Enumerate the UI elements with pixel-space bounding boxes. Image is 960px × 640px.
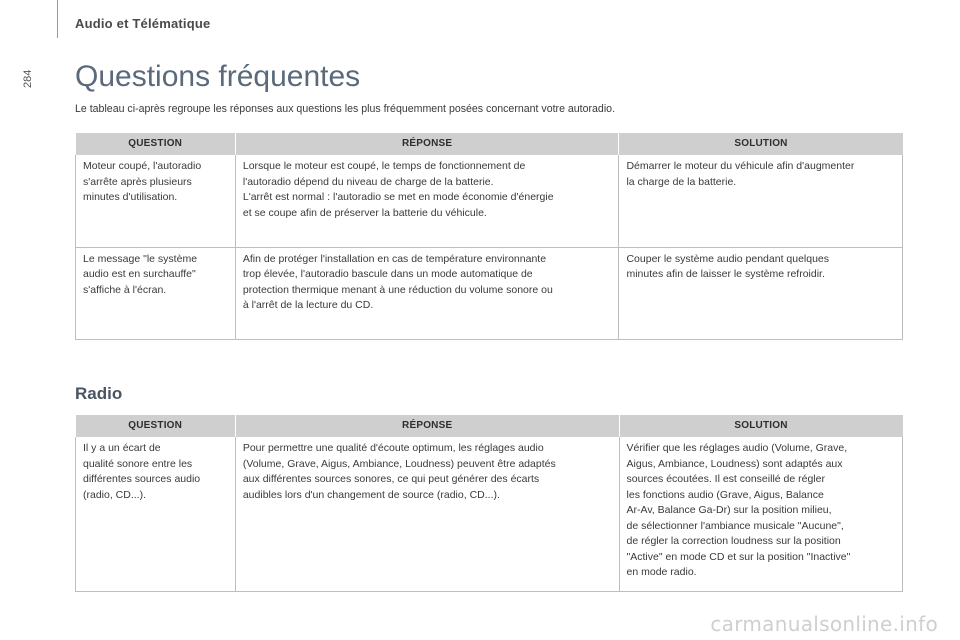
cell-line: Vérifier que les réglages audio (Volume, Grave, <box>626 442 848 454</box>
cell-line: Afin de protéger l'installation en cas de température environnante <box>242 252 547 265</box>
cell-question <box>76 437 236 591</box>
cell-solution <box>619 155 903 247</box>
cell-line: de sélectionner l'ambiance musicale "Aucune", <box>626 519 844 532</box>
table-header-row <box>76 415 903 437</box>
cell-line: en mode radio. <box>626 566 697 578</box>
cell-line: Moteur coupé, l'autoradio <box>83 160 202 172</box>
header-reponse: RÉPONSE <box>235 133 619 155</box>
cell-line: différentes sources audio <box>83 473 201 485</box>
cell-reponse <box>235 437 619 591</box>
header-question: QUESTION <box>76 415 236 437</box>
cell-question <box>76 155 236 247</box>
cell-line: Le message "le système <box>83 252 198 265</box>
table-row <box>76 247 903 339</box>
cell-line: audibles lors d'un changement de source (radio, CD...). <box>242 488 500 501</box>
faq-table-radio <box>75 415 903 592</box>
cell-line: protection thermique menant à une réduction du volume sonore ou <box>242 283 553 296</box>
cell-solution <box>619 247 903 339</box>
page-number: 284 <box>22 69 34 88</box>
header-solution: SOLUTION <box>619 415 902 437</box>
cell-line: aux différentes sources sonores, ce qui peut générer des écarts <box>242 473 540 485</box>
table-row <box>76 155 903 247</box>
cell-line: de régler la correction loudness sur la position <box>626 535 841 547</box>
faq-table-general <box>75 133 903 340</box>
cell-line: minutes afin de laisser le système refroidir. <box>626 268 825 280</box>
table-row <box>76 437 903 591</box>
cell-line: sources écoutées. Il est conseillé de régler <box>626 473 825 485</box>
cell-line: "Active" en mode CD et sur la position "Inactive" <box>626 550 851 563</box>
cell-line: à l'arrêt de la lecture du CD. <box>242 299 374 311</box>
cell-line: minutes d'utilisation. <box>83 191 178 203</box>
cell-line: Démarrer le moteur du véhicule afin d'augmenter <box>626 160 855 172</box>
cell-line: (Volume, Grave, Aigus, Ambiance, Loudness) peuvent être adaptés <box>242 457 556 470</box>
header-question: QUESTION <box>76 133 236 155</box>
cell-line: Il y a un écart de <box>83 442 161 454</box>
section-header: Audio et Télématique <box>75 16 211 31</box>
cell-line: trop élevée, l'autoradio bascule dans un mode automatique de <box>242 268 533 280</box>
cell-line: Aigus, Ambiance, Loudness) sont adaptés aux <box>626 457 843 470</box>
cell-line: qualité sonore entre les <box>83 457 193 470</box>
cell-line: Couper le système audio pendant quelques <box>626 252 830 265</box>
cell-line: les fonctions audio (Grave, Aigus, Balance <box>626 488 824 501</box>
cell-reponse <box>235 155 619 247</box>
cell-line: s'arrête après plusieurs <box>83 175 192 188</box>
cell-line: Lorsque le moteur est coupé, le temps de fonctionnement de <box>242 160 526 172</box>
watermark: carmanualsonline.info <box>710 612 938 636</box>
cell-line: L'arrêt est normal : l'autoradio se met en mode économie d'énergie <box>242 191 554 203</box>
table-header-row <box>76 133 903 155</box>
cell-reponse <box>235 247 619 339</box>
cell-line: Pour permettre une qualité d'écoute optimum, les réglages audio <box>242 442 544 454</box>
radio-heading: Radio <box>75 384 123 403</box>
cell-line: Ar-Av, Balance Ga-Dr) sur la position milieu, <box>626 504 832 516</box>
header-solution: SOLUTION <box>619 133 903 155</box>
cell-line: (radio, CD...). <box>83 488 147 501</box>
page-title: Questions fréquentes <box>75 60 361 93</box>
cell-question <box>76 247 236 339</box>
cell-line: la charge de la batterie. <box>626 175 737 188</box>
cell-line: s'affiche à l'écran. <box>83 283 167 296</box>
cell-line: l'autoradio dépend du niveau de charge de la batterie. <box>242 175 494 188</box>
cell-solution <box>619 437 902 591</box>
header-reponse: RÉPONSE <box>235 415 619 437</box>
intro-text: Le tableau ci-après regroupe les réponses aux questions les plus fréquemment posées concernant votre autoradio. <box>75 103 616 115</box>
side-rule <box>57 0 58 38</box>
cell-line: et se coupe afin de préserver la batterie du véhicule. <box>242 206 487 219</box>
cell-line: audio est en surchauffe" <box>83 268 196 280</box>
